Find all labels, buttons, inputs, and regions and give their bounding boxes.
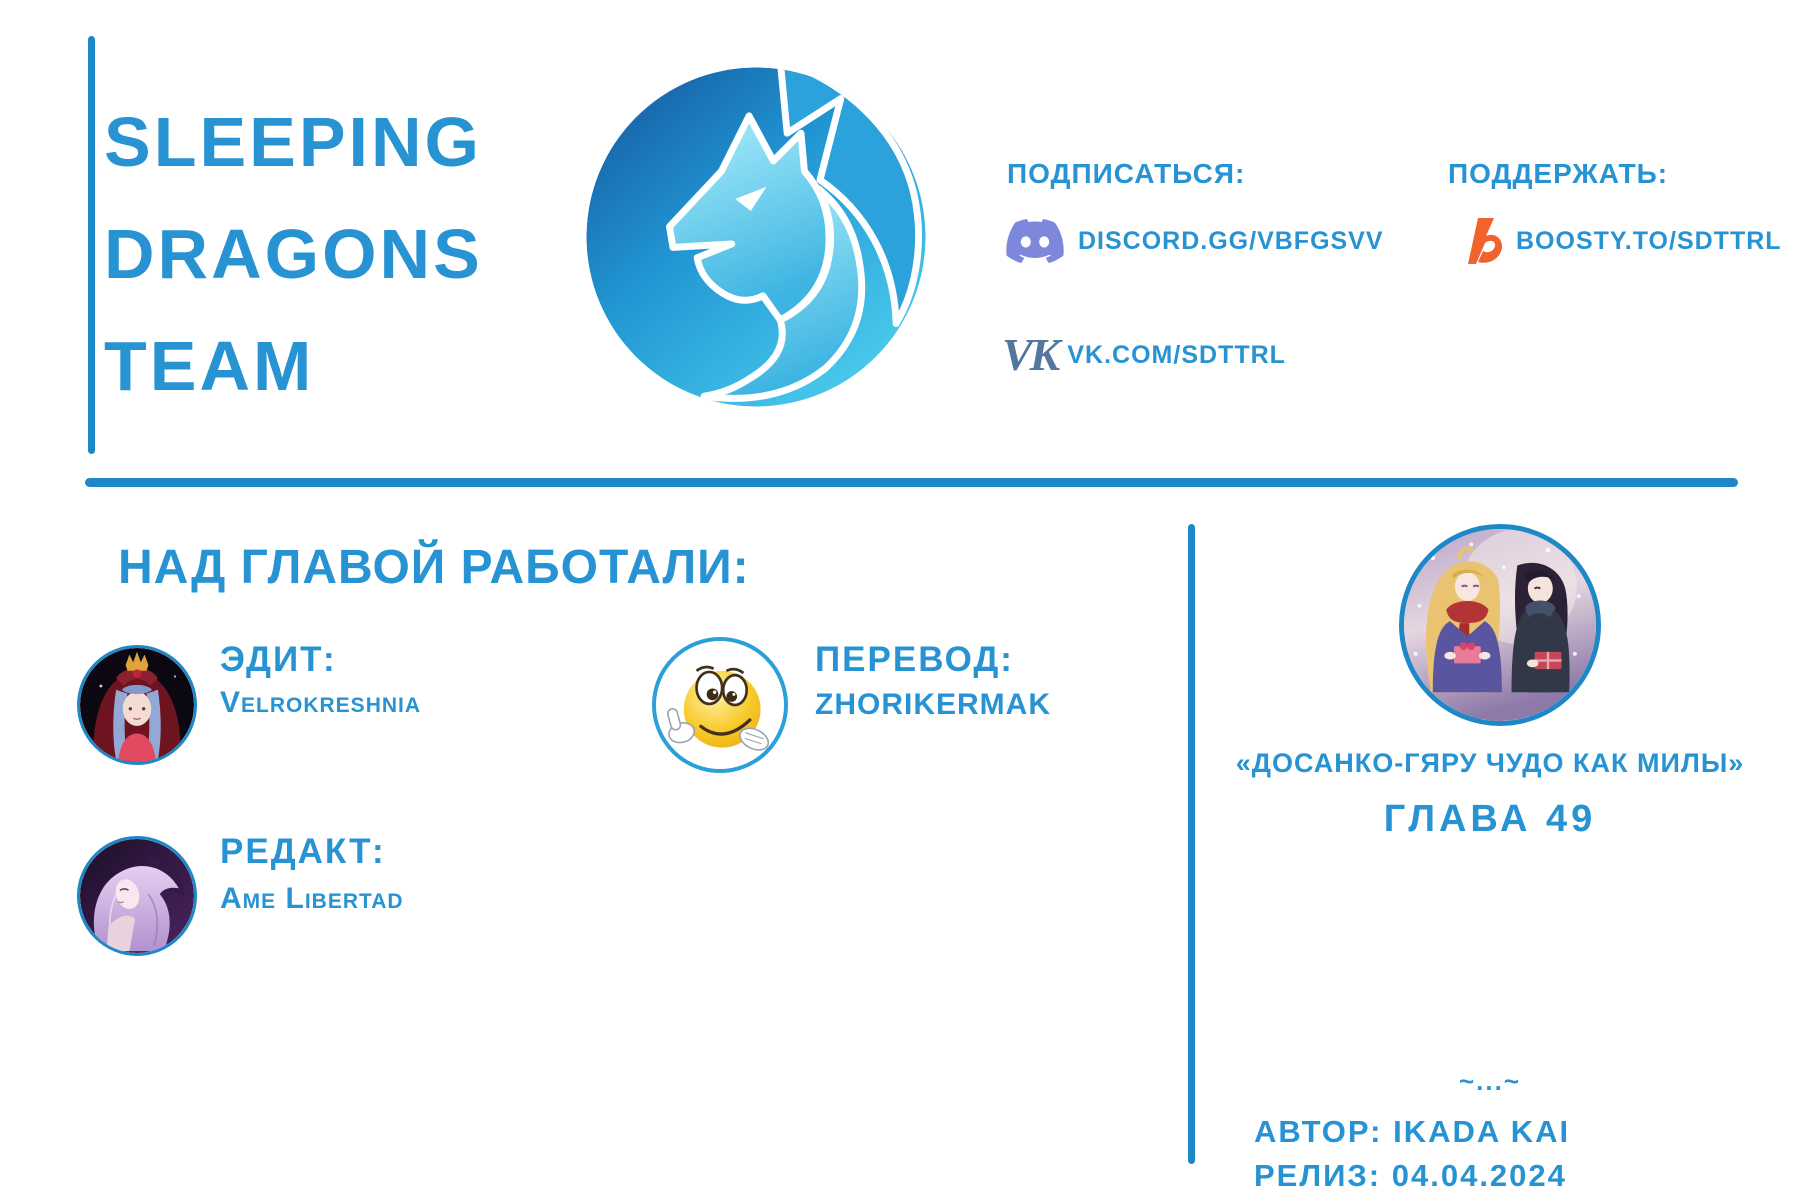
team-title-line-2: DRAGONS: [104, 215, 483, 293]
credits-heading: НАД ГЛАВОЙ РАБОТАЛИ:: [118, 541, 750, 594]
series-cover-image: [1404, 529, 1596, 721]
vk-link-label: VK.COM/SDTTRL: [1067, 340, 1286, 369]
discord-icon: [1006, 218, 1064, 264]
boosty-link-label: BOOSTY.TO/SDTTRL: [1516, 226, 1782, 255]
discord-link-label: DISCORD.GG/VBFGSVV: [1078, 226, 1384, 255]
dragon-logo-icon: [583, 64, 929, 410]
discord-link[interactable]: [1006, 218, 1384, 264]
translator-avatar: [652, 637, 788, 773]
subscribe-heading: ПОДПИСАТЬСЯ:: [1007, 158, 1246, 189]
team-title-line-1: SLEEPING: [104, 103, 482, 181]
series-cover: [1399, 524, 1601, 726]
team-title-line-3: TEAM: [104, 327, 315, 405]
boosty-icon: [1464, 216, 1504, 266]
release-date-line: РЕЛИЗ: 04.04.2024: [1254, 1158, 1567, 1193]
redactor-avatar: [77, 836, 197, 956]
editor-avatar: [77, 645, 197, 765]
boosty-link[interactable]: [1464, 216, 1782, 266]
chapter-number: ГЛАВА 49: [1383, 798, 1597, 840]
translator-name: ZHORIKERMAK: [815, 688, 1051, 721]
series-title: «ДОСАНКО-ГЯРУ ЧУДО КАК МИЛЫ»: [1235, 748, 1745, 778]
vertical-divider: [1188, 524, 1195, 1164]
tilde-separator: ~...~: [1458, 1066, 1522, 1096]
vk-link[interactable]: [1002, 329, 1286, 380]
editor-name: Velrokreshnia: [220, 686, 422, 719]
redactor-role-label: РЕДАКТ:: [220, 832, 386, 871]
left-accent-line: [88, 36, 95, 454]
author-line: АВТОР: IKADA KAI: [1254, 1114, 1571, 1149]
vk-icon: VK: [1002, 329, 1058, 380]
team-logo: [583, 64, 929, 410]
horizontal-divider: [85, 478, 1738, 487]
team-title: [104, 86, 483, 422]
support-heading: ПОДДЕРЖАТЬ:: [1448, 158, 1669, 189]
editor-role-label: ЭДИТ:: [220, 640, 337, 679]
translator-role-label: ПЕРЕВОД:: [815, 640, 1014, 679]
redactor-avatar-image: [80, 839, 194, 953]
redactor-name: Ame Libertad: [220, 882, 404, 915]
editor-avatar-image: [80, 648, 194, 762]
translator-avatar-image: [656, 641, 784, 769]
